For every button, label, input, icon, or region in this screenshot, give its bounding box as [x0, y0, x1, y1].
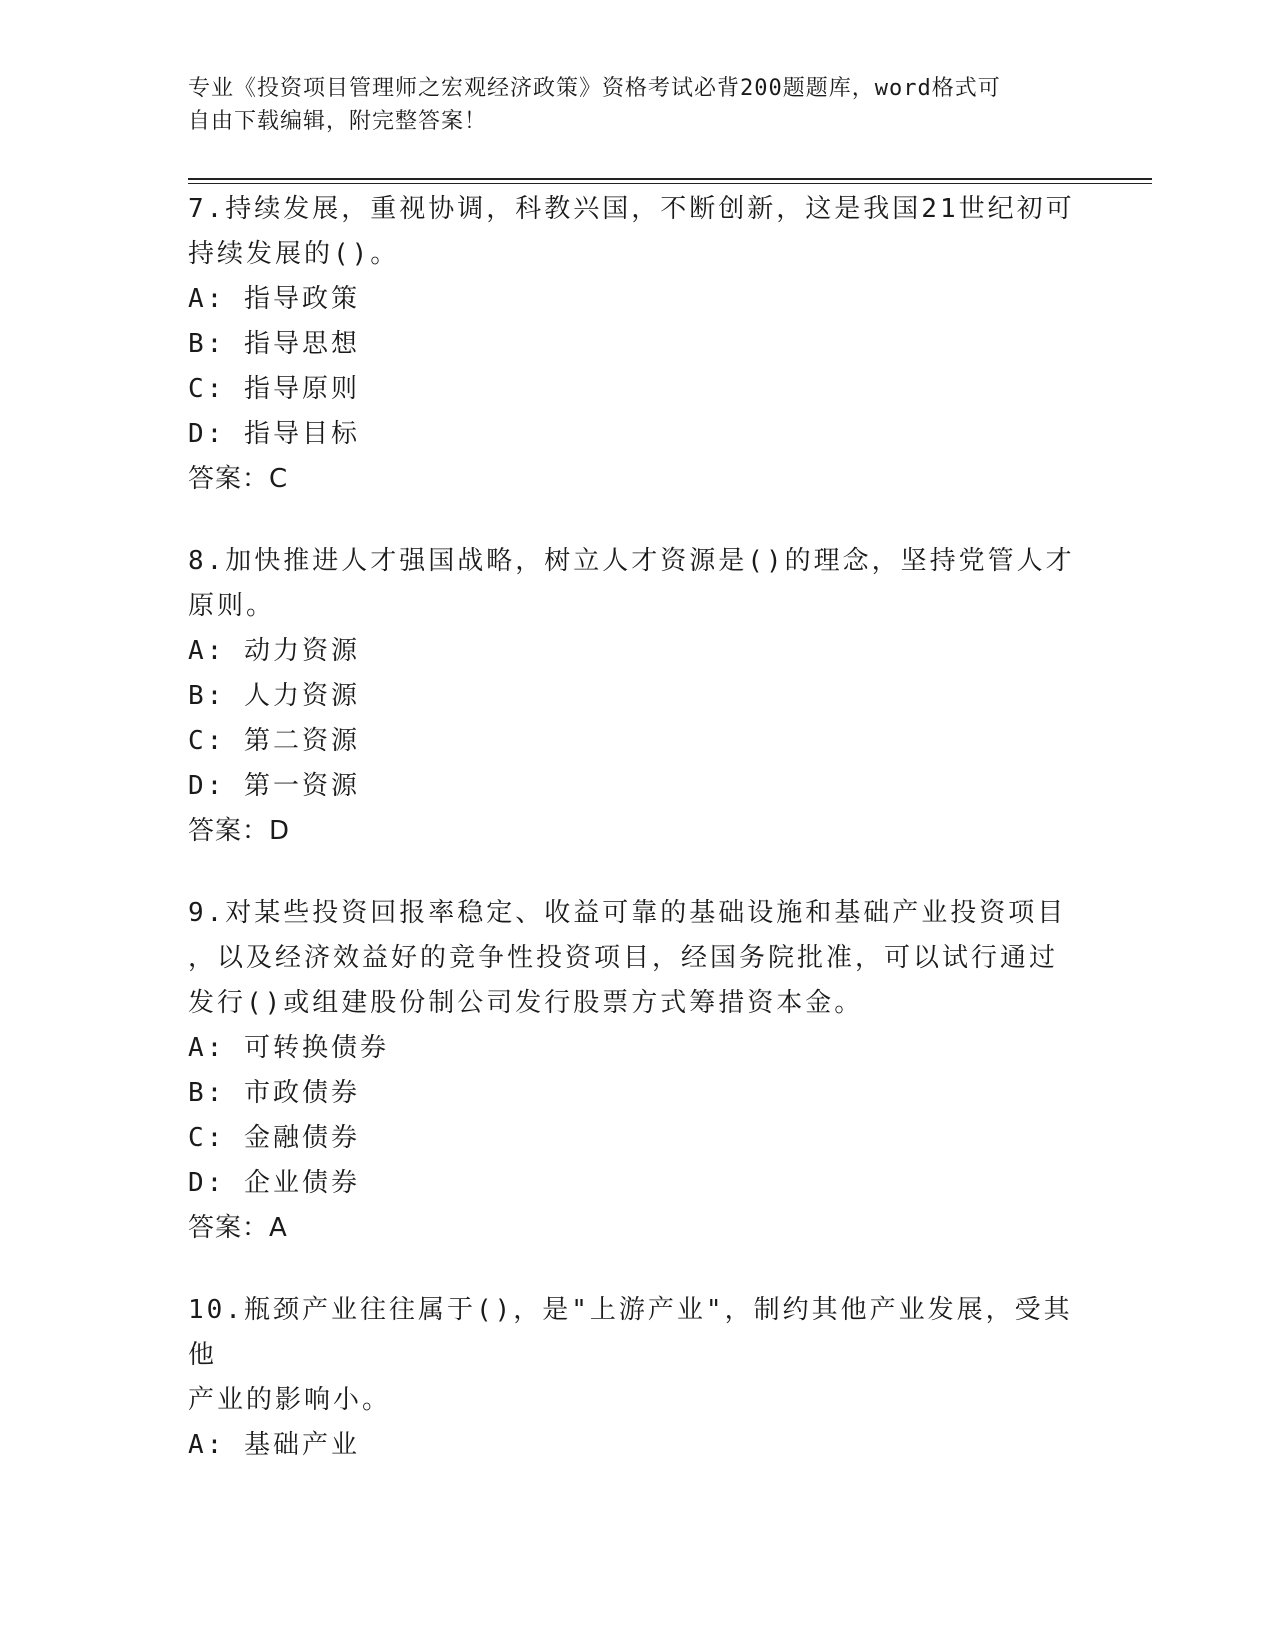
question-10: [188, 1288, 1088, 1468]
question-stem-line: 9.对某些投资回报率稳定、收益可靠的基础设施和基础产业投资项目: [188, 898, 1067, 928]
question-stem-line: ，以及经济效益好的竞争性投资项目，经国务院批准，可以试行通过: [188, 943, 1059, 973]
option-d: D: 第一资源: [188, 771, 360, 801]
question-7: [188, 187, 1088, 502]
question-stem-line: 10.瓶颈产业往往属于()，是"上游产业"，制约其他产业发展，受其他: [188, 1295, 1073, 1370]
question-9: [188, 891, 1088, 1251]
question-stem-line: 产业的影响小。: [188, 1385, 392, 1415]
option-b: B: 人力资源: [188, 681, 360, 711]
option-d: D: 企业债券: [188, 1168, 360, 1198]
answer-line: 答案：C: [188, 464, 289, 494]
option-a: A: 指导政策: [188, 284, 360, 314]
option-c: C: 金融债券: [188, 1123, 360, 1153]
question-stem-line: 发行()或组建股份制公司发行股票方式筹措资本金。: [188, 988, 864, 1018]
header-divider-thin: [188, 183, 1152, 184]
header-line-2: 自由下载编辑，附完整答案！: [188, 109, 488, 134]
option-c: C: 第二资源: [188, 726, 360, 756]
header-line-1: 专业《投资项目管理师之宏观经济政策》资格考试必背200题题库，word格式可: [188, 76, 1001, 101]
answer-line: 答案：A: [188, 1213, 288, 1243]
question-list: [188, 187, 1088, 1505]
option-d: D: 指导目标: [188, 419, 360, 449]
option-a: A: 基础产业: [188, 1430, 360, 1460]
option-a: A: 可转换债券: [188, 1033, 389, 1063]
question-8: [188, 539, 1088, 854]
question-stem-line: 原则。: [188, 591, 276, 621]
option-b: B: 市政债券: [188, 1078, 360, 1108]
question-stem-line: 7.持续发展，重视协调，科教兴国，不断创新，这是我国21世纪初可: [188, 194, 1075, 224]
question-stem-line: 持续发展的()。: [188, 239, 400, 269]
answer-line: 答案：D: [188, 816, 291, 846]
option-c: C: 指导原则: [188, 374, 360, 404]
option-b: B: 指导思想: [188, 329, 360, 359]
question-stem-line: 8.加快推进人才强国战略，树立人才资源是()的理念，坚持党管人才: [188, 546, 1075, 576]
header-divider-thick: [188, 178, 1152, 180]
document-header: [188, 72, 1068, 138]
option-a: A: 动力资源: [188, 636, 360, 666]
